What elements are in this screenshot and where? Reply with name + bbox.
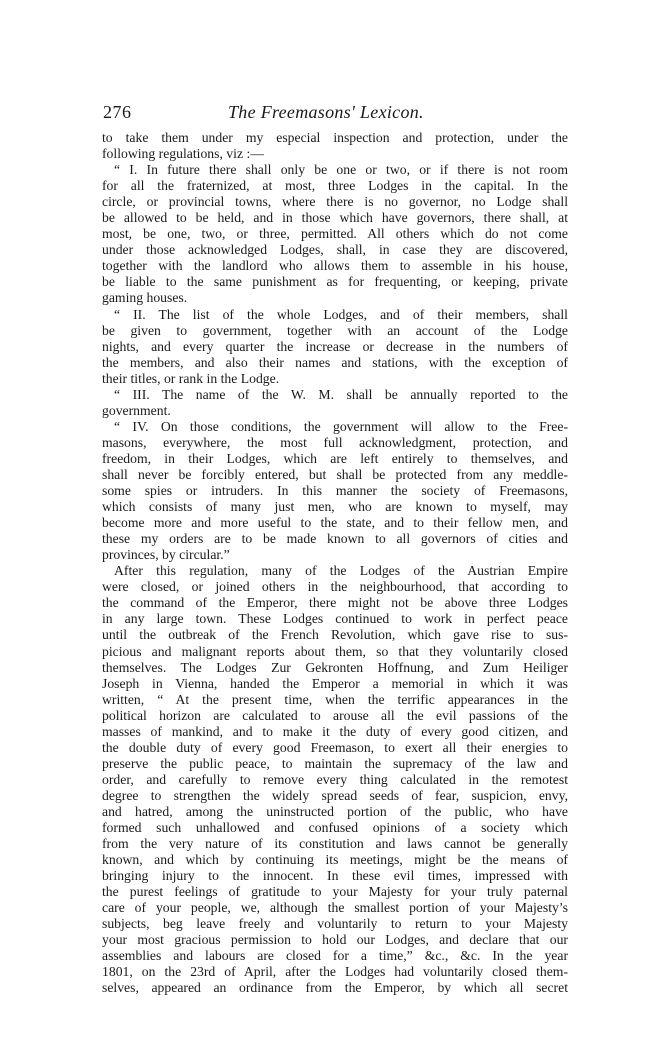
text-line: selves, appeared an ordinance from the Emperor, by which all secret — [102, 980, 568, 996]
text-line: written, “ At the present time, when the terrific appearances in the — [102, 691, 568, 707]
text-line: their titles, or rank in the Lodge. — [102, 370, 280, 386]
text-line: together with the landlord who allows them to assemble in his house, — [102, 258, 568, 274]
text-line: masses of mankind, and to make it the duty of every good citizen, and — [102, 723, 568, 739]
text-line: “ II. The list of the whole Lodges, and of their members, shall — [114, 306, 568, 322]
running-title: The Freemasons' Lexicon. — [228, 102, 424, 122]
text-line: for all the fraternized, at most, three Lodges in the capital. In the — [102, 178, 568, 194]
text-line: “ III. The name of the W. M. shall be annually reported to the — [114, 386, 568, 402]
text-line: were closed, or joined others in the neighbourhood, that according to — [102, 579, 568, 595]
text-line: to take them under my especial inspection and protection, under the — [102, 130, 568, 145]
text-line: provinces, by circular.” — [102, 547, 230, 563]
text-line: some spies or intruders. In this manner the society of Freemasons, — [102, 483, 568, 499]
text-line: in any large town. These Lodges continued to work in perfect peace — [102, 611, 568, 627]
page-number: 276 — [103, 102, 132, 122]
text-line: be allowed to be held, and in those which have governors, there shall, at — [102, 210, 568, 226]
text-line: After this regulation, many of the Lodges of the Austrian Empire — [114, 563, 568, 579]
text-line: be liable to the same punishment as for frequenting, or keeping, private — [102, 274, 568, 290]
text-line: from the very nature of its constitution and laws cannot be generally — [102, 836, 568, 852]
text-line: following regulations, viz :— — [102, 146, 264, 162]
text-line: your most gracious permission to hold our Lodges, and declare that our — [102, 932, 568, 948]
text-line: order, and carefully to remove every thing calculated in the remotest — [102, 771, 568, 787]
text-line: bringing injury to the innocent. In these evil times, impressed with — [102, 868, 568, 884]
body-text — [102, 130, 568, 997]
text-line: degree to strengthen the widely spread seeds of fear, suspicion, envy, — [102, 787, 568, 803]
text-line: government. — [102, 402, 171, 418]
text-line: Joseph in Vienna, handed the Emperor a memorial in which it was — [102, 675, 568, 691]
text-line: subjects, beg leave freely and voluntarily to return to your Majesty — [102, 916, 568, 932]
text-line: gaming houses. — [102, 290, 188, 306]
text-line: assemblies and labours are closed for a time,” &c., &c. In the year — [102, 948, 568, 964]
text-line: the purest feelings of gratitude to your Majesty for your truly paternal — [102, 884, 568, 900]
text-line: under those acknowledged Lodges, shall, in case they are discovered, — [102, 242, 568, 258]
text-line: the command of the Emperor, there might not be above three Lodges — [102, 595, 568, 611]
text-line: themselves. The Lodges Zur Gekronten Hoffnung, and Zum Heiliger — [102, 659, 568, 675]
text-line: formed such unhallowed and confused opinions of a society which — [102, 820, 568, 836]
text-line: which consists of many just men, who are known to myself, may — [102, 499, 568, 515]
text-line: picious and malignant reports about them, so that they voluntarily closed — [102, 643, 568, 659]
text-line: masons, everywhere, the most full acknowledgment, protection, and — [102, 434, 568, 450]
text-line: the members, and also their names and stations, with the exception of — [102, 354, 568, 370]
text-line: shall never be forcibly entered, but shall be protected from any meddle- — [102, 466, 568, 482]
text-line: “ I. In future there shall only be one or two, or if there is not room — [114, 162, 568, 178]
text-line: the double duty of every good Freemason, to exert all their energies to — [102, 739, 568, 755]
text-line: be given to government, together with an account of the Lodge — [102, 322, 568, 338]
page-header — [103, 102, 569, 126]
text-line: political horizon are calculated to arouse all the evil passions of the — [102, 707, 568, 723]
text-line: until the outbreak of the French Revolution, which gave rise to sus- — [102, 627, 568, 643]
text-line: and hatred, among the uninstructed portion of the public, who have — [102, 803, 568, 819]
text-line: most, be one, two, or three, permitted. All others which do not come — [102, 226, 568, 242]
text-line: known, and which by continuing its meetings, might be the means of — [102, 852, 568, 868]
text-line: become more and more useful to the state, and to their fellow men, and — [102, 515, 568, 531]
text-line: these my orders are to be made known to all governors of cities and — [102, 531, 568, 547]
text-line: circle, or provincial towns, where there is no governor, no Lodge shall — [102, 194, 568, 210]
text-line: nights, and every quarter the increase or decrease in the numbers of — [102, 338, 568, 354]
text-line: freedom, in their Lodges, which are left entirely to themselves, and — [102, 450, 568, 466]
text-line: preserve the public peace, to maintain the supremacy of the law and — [102, 755, 568, 771]
text-line: care of your people, we, although the smallest portion of your Majesty’s — [102, 900, 568, 916]
text-line: 1801, on the 23rd of April, after the Lodges had voluntarily closed them- — [102, 964, 568, 980]
text-line: “ IV. On those conditions, the government will allow to the Free- — [114, 418, 568, 434]
